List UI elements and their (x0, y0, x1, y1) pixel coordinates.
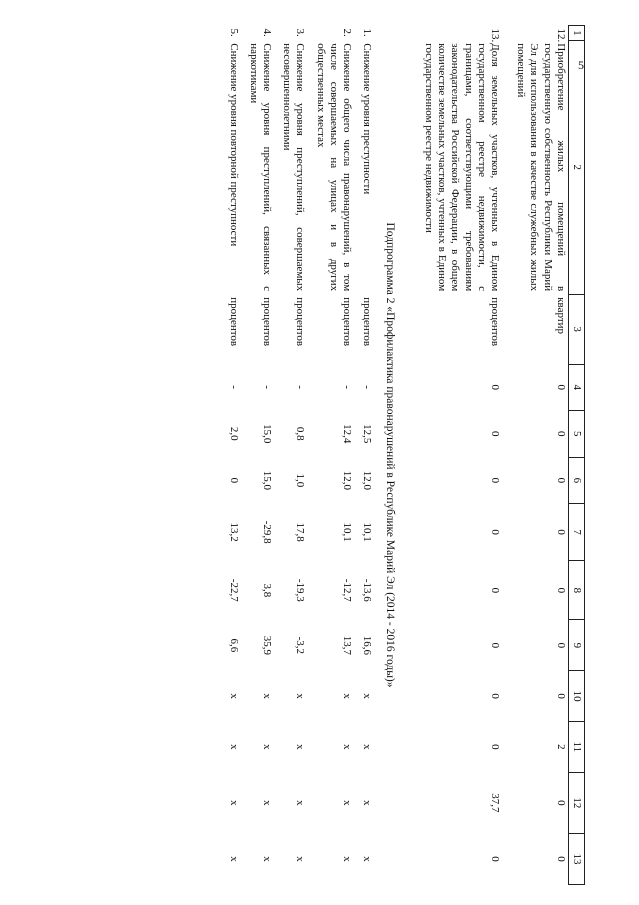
value-cell: 16,6 (361, 635, 374, 655)
value-cell: 2 (554, 744, 567, 750)
value-cell: 0 (554, 693, 567, 699)
value-cell: - (227, 385, 240, 390)
header-cell: 4 (568, 364, 584, 411)
value-cell: 0 (489, 744, 502, 750)
value-cell: 0,8 (294, 426, 307, 441)
value-cell: 0 (489, 529, 502, 535)
value-cell: 0 (554, 529, 567, 535)
value-cell: 12,4 (340, 424, 353, 444)
value-cell: - (361, 385, 374, 390)
indicators-table (220, 25, 585, 885)
value-cell: 0 (554, 587, 567, 594)
subprogram-row (374, 26, 410, 885)
value-cell: x (227, 856, 240, 862)
header-row (568, 26, 584, 885)
indicator-name: Снижение уровня преступлений, связанных с наркотиками (247, 43, 274, 292)
header-cell: 11 (568, 721, 584, 772)
value-cell: 10,1 (340, 522, 353, 542)
value-cell: 1,0 (294, 473, 307, 488)
value-cell: 13,2 (227, 522, 240, 542)
unit: процентов (261, 297, 274, 347)
indicator-name: Снижение уровня преступности (361, 43, 374, 195)
header-cell: 10 (568, 671, 584, 722)
value-cell: x (361, 856, 374, 862)
table-row (502, 26, 568, 885)
value-cell: x (227, 744, 240, 750)
value-cell: x (294, 744, 307, 750)
unit: процентов (340, 297, 353, 347)
indicator-name: Снижение уровня повторной преступности (227, 43, 240, 247)
value-cell: x (340, 744, 353, 750)
table-row (220, 26, 240, 885)
value-cell: x (261, 693, 274, 699)
value-cell: 0 (554, 856, 567, 862)
unit: процентов (361, 297, 374, 347)
value-cell: -13,6 (361, 578, 374, 602)
value-cell: 0 (227, 477, 240, 484)
value-cell: 12,0 (340, 470, 353, 490)
table-row (241, 26, 274, 885)
unit: процентов (489, 297, 502, 347)
row-number: 13. (489, 28, 502, 43)
value-cell: 0 (554, 384, 567, 391)
rotated-table-container (55, 25, 585, 885)
value-cell: 12,5 (361, 424, 374, 444)
header-cell: 12 (568, 772, 584, 833)
value-cell: x (361, 744, 374, 750)
value-cell: - (340, 385, 353, 390)
value-cell: x (294, 800, 307, 806)
page-number: 5 (578, 58, 584, 72)
value-cell: 6,6 (227, 638, 240, 653)
value-cell: 0 (554, 431, 567, 437)
row-number: 5. (227, 28, 240, 37)
value-cell: - (261, 385, 274, 390)
value-cell: x (361, 800, 374, 806)
value-cell: 35,9 (261, 635, 274, 655)
value-cell: x (294, 693, 307, 699)
header-cell: 5 (568, 411, 584, 458)
value-cell: 37,7 (489, 793, 502, 813)
header-cell: 3 (568, 294, 584, 364)
value-cell: 0 (554, 477, 567, 484)
header-cell: 13 (568, 834, 584, 885)
value-cell: 0 (489, 477, 502, 484)
value-cell: -12,7 (340, 578, 353, 602)
row-number: 4. (261, 28, 274, 37)
value-cell: 0 (554, 642, 567, 649)
subprogram-title: Подпрограмма 2 «Профилактика правонарушений в Республике Марий Эл (2014 - 2016 годы)» (383, 222, 396, 688)
table-row (354, 26, 374, 885)
header-cell: 6 (568, 457, 584, 504)
value-cell: 0 (489, 587, 502, 594)
value-cell: x (227, 693, 240, 699)
table-row (307, 26, 354, 885)
unit: процентов (294, 297, 307, 347)
value-cell: -3,2 (294, 636, 307, 655)
value-cell: 0 (489, 431, 502, 437)
header-cell: 8 (568, 561, 584, 620)
value-cell: x (261, 856, 274, 862)
table-row (274, 26, 307, 885)
value-cell: 17,8 (294, 522, 307, 542)
value-cell: 13,7 (340, 635, 353, 655)
header-cell: 2 (568, 40, 584, 294)
indicator-name: Приобретение жилых помещений в государственную собственность Республики Марий Эл для использования в качестве служебных жилых помещений (515, 43, 567, 292)
header-cell: 9 (568, 620, 584, 671)
row-number: 2. (340, 28, 353, 37)
value-cell: 3,8 (261, 583, 274, 598)
value-cell: x (261, 744, 274, 750)
value-cell: 0 (554, 800, 567, 806)
header-cell: 1 (568, 26, 584, 41)
value-cell: 0 (489, 384, 502, 391)
row-number: 3. (294, 28, 307, 37)
row-number: 12. (554, 28, 567, 43)
value-cell: x (361, 693, 374, 699)
value-cell: 2,0 (227, 426, 240, 441)
value-cell: 0 (489, 642, 502, 649)
indicator-name: Доля земельных участков, учтенных в Едином государственном реестре недвижимости, с границами, соответствующими требованиям законодательства Российской Федерации, в общем количестве земельных участков, учтенных в Едином государственном реестре недвижимости (423, 43, 502, 292)
value-cell: -19,3 (294, 578, 307, 602)
value-cell: x (340, 856, 353, 862)
value-cell: 10,1 (361, 522, 374, 542)
value-cell: 15,0 (261, 470, 274, 490)
value-cell: 0 (489, 856, 502, 862)
unit: процентов (227, 297, 240, 347)
value-cell: 0 (489, 693, 502, 699)
value-cell: 12,0 (361, 470, 374, 490)
value-cell: 15,0 (261, 424, 274, 444)
value-cell: x (340, 693, 353, 699)
value-cell: - (294, 385, 307, 390)
indicator-name: Снижение общего числа правонарушений, в том числе совершаемых на улицах и в других общественных местах (314, 43, 353, 292)
table-row (410, 26, 502, 885)
value-cell: -22,7 (227, 578, 240, 602)
value-cell: x (294, 856, 307, 862)
row-number: 1. (361, 28, 374, 37)
value-cell: -29,8 (261, 520, 274, 544)
value-cell: x (261, 800, 274, 806)
unit: квартир (554, 297, 567, 335)
value-cell: x (227, 800, 240, 806)
header-cell: 7 (568, 504, 584, 561)
value-cell: x (340, 800, 353, 806)
indicator-name: Снижение уровня преступлений, совершаемых несовершеннолетними (281, 43, 307, 292)
